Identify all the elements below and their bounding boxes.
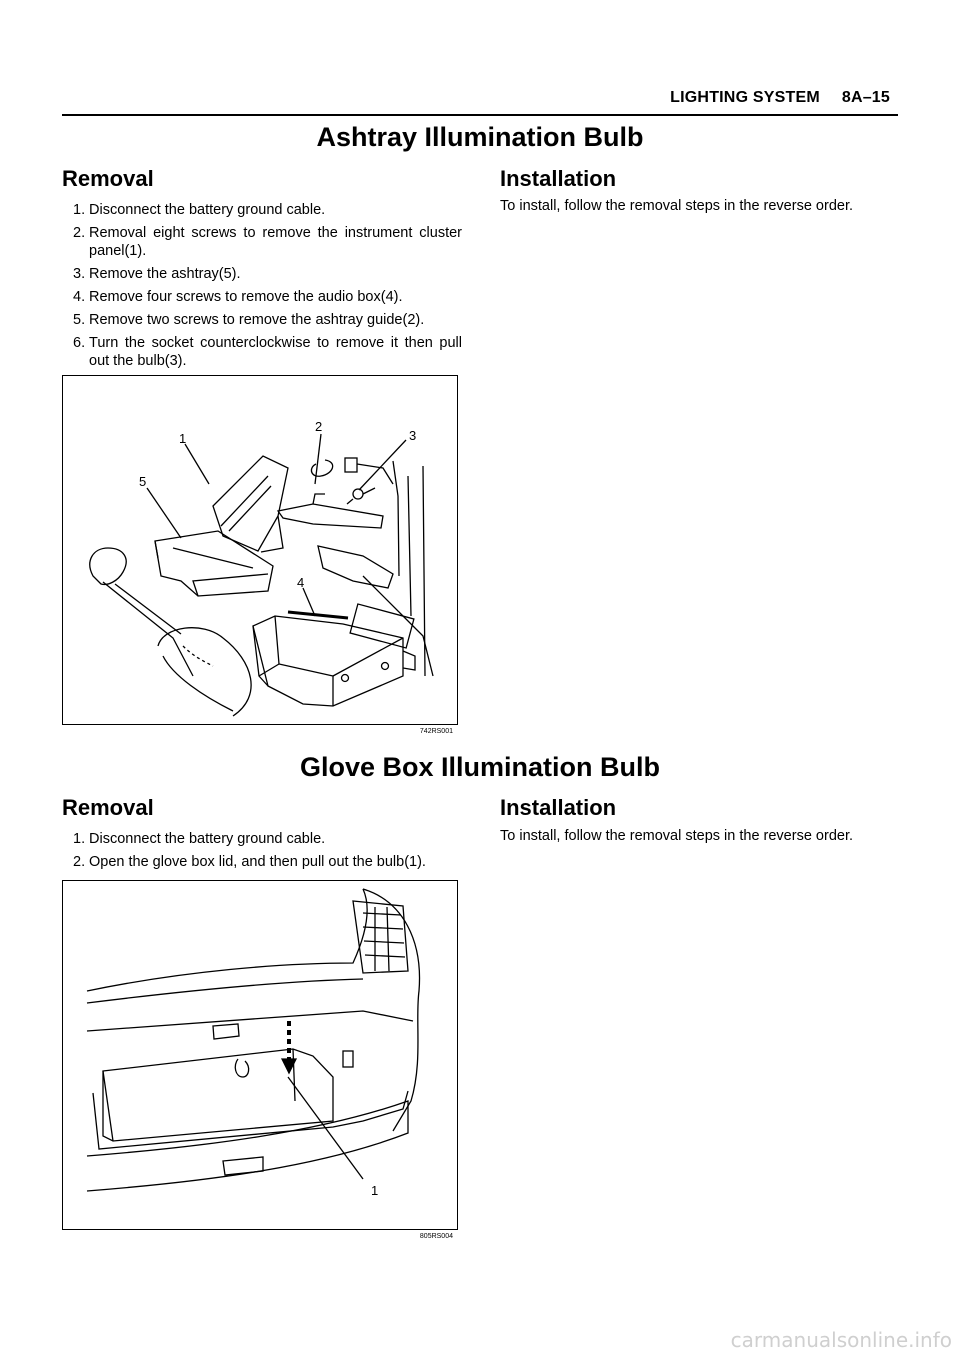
step-text: Remove two screws to remove the ashtray guide(2). — [89, 312, 425, 328]
step-number: 2. — [73, 225, 86, 241]
step-item — [70, 265, 462, 283]
step-item — [70, 830, 462, 848]
installation-heading-glove-box: Installation — [500, 795, 617, 820]
installation-heading-ashtray: Installation — [500, 166, 617, 191]
leader-line-4 — [303, 588, 315, 616]
installation-text-glove-box: To install, follow the removal steps in the reverse order. — [500, 828, 853, 844]
section-title-glove-box: Glove Box Illumination Bulb — [299, 752, 661, 782]
removal-steps-glove-box — [70, 830, 462, 876]
callout-4: 4 — [297, 575, 305, 590]
step-text: Turn the socket counterclockwise to remove it then pull out the bulb(3). — [89, 335, 462, 369]
ashtray-drawing — [155, 531, 273, 596]
step-text: Remove four screws to remove the audio box(4). — [89, 289, 403, 305]
step-text: Disconnect the battery ground cable. — [89, 831, 326, 847]
step-number: 3. — [73, 266, 86, 282]
step-text: Open the glove box lid, and then pull out the bulb(1). — [89, 854, 426, 870]
installation-text-ashtray: To install, follow the removal steps in the reverse order. — [500, 198, 853, 214]
ashtray-guide-drawing — [278, 458, 393, 528]
step-item — [70, 201, 462, 219]
callout-5: 5 — [139, 474, 147, 489]
figure-glove-box-diagram — [62, 880, 458, 1240]
step-number: 1. — [73, 202, 86, 218]
callout-2: 2 — [315, 419, 323, 434]
step-text: Remove the ashtray(5). — [89, 266, 241, 282]
step-item — [70, 334, 462, 370]
callout-1: 1 — [371, 1183, 379, 1198]
glove-box-opening-drawing — [93, 1024, 408, 1149]
step-number: 5. — [73, 312, 86, 328]
glove-box-illustration — [63, 881, 457, 1229]
removal-heading-ashtray: Removal — [62, 166, 154, 191]
header-section-name: LIGHTING SYSTEM — [670, 89, 820, 106]
step-number: 2. — [73, 854, 86, 870]
removal-steps-ashtray — [70, 201, 462, 375]
dash-console-drawing — [318, 461, 433, 676]
leader-line-5 — [147, 488, 181, 538]
step-number: 6. — [73, 335, 86, 351]
leader-line-1 — [185, 444, 209, 484]
step-item — [70, 853, 462, 871]
figure-id: 805RS004 — [419, 1233, 453, 1240]
page-header — [670, 89, 890, 107]
step-item — [70, 288, 462, 306]
step-number: 4. — [73, 289, 86, 305]
audio-box-drawing — [253, 612, 415, 706]
figure-ashtray-diagram — [62, 375, 458, 735]
step-item — [70, 224, 462, 260]
header-rule — [62, 114, 898, 116]
header-page-number: 8A–15 — [841, 89, 890, 106]
footer-watermark: carmanualsonline.info — [730, 1328, 952, 1352]
step-item — [70, 311, 462, 329]
section-title-ashtray: Ashtray Illumination Bulb — [316, 122, 644, 152]
callout-3: 3 — [409, 428, 417, 443]
ashtray-illustration — [63, 376, 457, 724]
air-vent-drawing — [353, 901, 408, 973]
gear-shift-lever-drawing — [90, 548, 251, 716]
callout-1: 1 — [179, 431, 187, 446]
instrument-cluster-panel-drawing — [213, 456, 288, 552]
step-text: Removal eight screws to remove the instrument cluster panel(1). — [89, 225, 462, 259]
step-number: 1. — [73, 831, 86, 847]
dashboard-drawing — [87, 889, 420, 1131]
step-text: Disconnect the battery ground cable. — [89, 202, 326, 218]
removal-heading-glove-box: Removal — [62, 795, 154, 820]
figure-id: 742RS001 — [419, 728, 453, 735]
